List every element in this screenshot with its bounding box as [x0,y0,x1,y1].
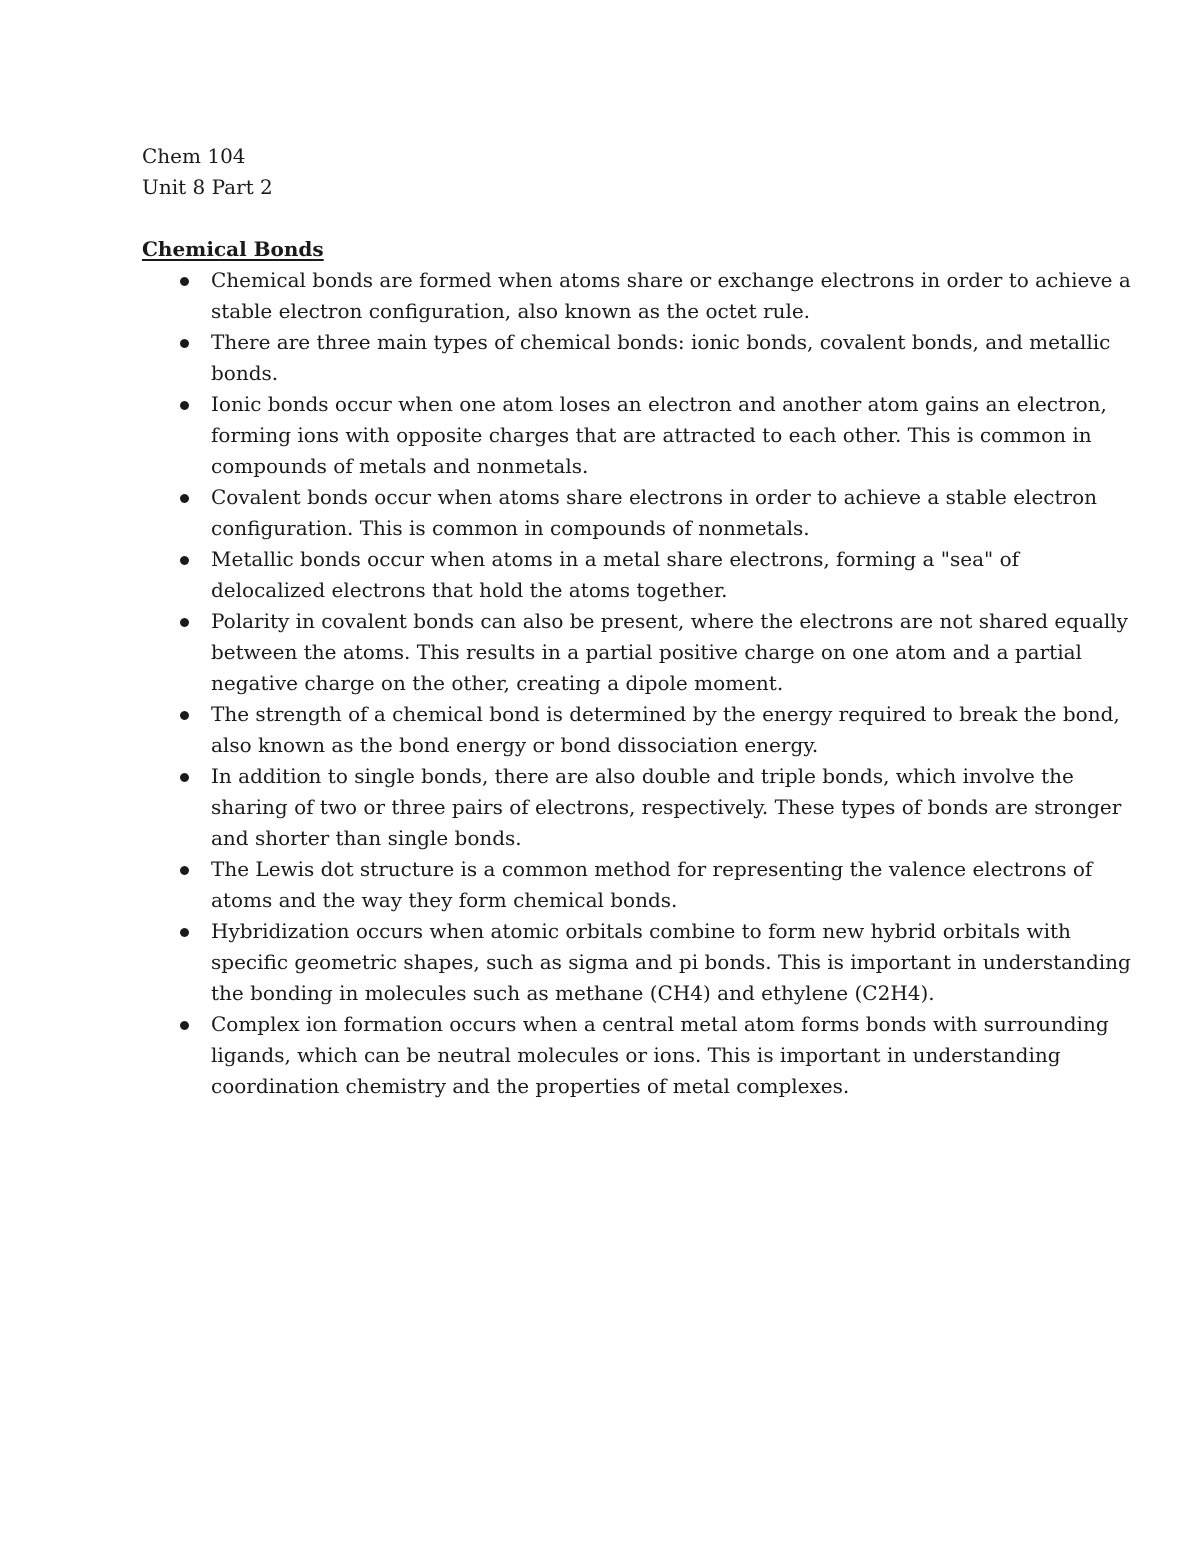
list-item [142,482,1098,544]
bullet-text-line: between the atoms. This results in a partial positive charge on one atom and a partial [211,640,1082,664]
bullet-text-line: Metallic bonds occur when atoms in a metal share electrons, forming a "sea" of [211,547,1020,571]
bullet-text-line: The Lewis dot structure is a common method for representing the valence electrons of [211,857,1093,881]
bullet-text-line: forming ions with opposite charges that are attracted to each other. This is common in [211,423,1092,447]
bullet-dot-icon [180,401,189,410]
list-item [142,1009,1109,1102]
bullet-text-line: Covalent bonds occur when atoms share electrons in order to achieve a stable electron [211,485,1098,509]
bullet-dot-icon [180,494,189,503]
bullet-text-line: Ionic bonds occur when one atom loses an electron and another atom gains an electron, [211,392,1107,416]
document-body [142,141,1131,1102]
bullet-dot-icon [180,773,189,782]
bullet-dot-icon [180,277,189,286]
bullet-text-line: the bonding in molecules such as methane (CH4) and ethylene (C2H4). [211,981,935,1005]
bullet-text-line: stable electron configuration, also known as the octet rule. [211,299,811,323]
bullet-text-line: In addition to single bonds, there are also double and triple bonds, which involve the [211,764,1074,788]
bullet-text-line: also known as the bond energy or bond dissociation energy. [211,733,819,757]
list-item [142,265,1131,327]
bullet-text-line: negative charge on the other, creating a dipole moment. [211,671,784,695]
list-item [142,389,1107,482]
list-item [142,544,1072,606]
list-item [142,761,1122,854]
bullet-dot-icon [180,928,189,937]
bullet-text-line: and shorter than single bonds. [211,826,522,850]
list-item [142,606,1128,699]
bullet-dot-icon [180,339,189,348]
blank-line [142,203,1072,234]
bullet-dot-icon [180,866,189,875]
bullet-text-line: specific geometric shapes, such as sigma and pi bonds. This is important in understanding [211,950,1131,974]
list-item [142,699,1120,761]
bullet-text-line: configuration. This is common in compounds of nonmetals. [211,516,810,540]
bullet-dot-icon [180,618,189,627]
bullet-dot-icon [180,556,189,565]
bullet-text-line: atoms and the way they form chemical bonds. [211,888,678,912]
list-item [142,854,1093,916]
bullet-text-line: Polarity in covalent bonds can also be present, where the electrons are not shared equally [211,609,1128,633]
section-heading: Chemical Bonds [142,237,324,261]
course-title: Chem 104 [142,144,246,168]
unit-subtitle: Unit 8 Part 2 [142,175,273,199]
bullet-dot-icon [180,711,189,720]
bullet-dot-icon [180,1021,189,1030]
bullet-text-line: There are three main types of chemical bonds: ionic bonds, covalent bonds, and metallic [211,330,1111,354]
bullet-text-line: Chemical bonds are formed when atoms share or exchange electrons in order to achieve a [211,268,1131,292]
bullet-text-line: sharing of two or three pairs of electrons, respectively. These types of bonds are stronger [211,795,1122,819]
list-item [142,327,1111,389]
bullet-text-line: coordination chemistry and the properties of metal complexes. [211,1074,850,1098]
bullet-text-line: delocalized electrons that hold the atoms together. [211,578,728,602]
bullet-text-line: compounds of metals and nonmetals. [211,454,589,478]
bullet-text-line: bonds. [211,361,279,385]
list-item [142,916,1131,1009]
bullet-text-line: Complex ion formation occurs when a central metal atom forms bonds with surrounding [211,1012,1109,1036]
bullet-text-line: ligands, which can be neutral molecules or ions. This is important in understanding [211,1043,1061,1067]
bullet-text-line: Hybridization occurs when atomic orbitals combine to form new hybrid orbitals with [211,919,1071,943]
bullet-list [142,265,1131,1102]
bullet-text-line: The strength of a chemical bond is determined by the energy required to break the bond, [211,702,1120,726]
